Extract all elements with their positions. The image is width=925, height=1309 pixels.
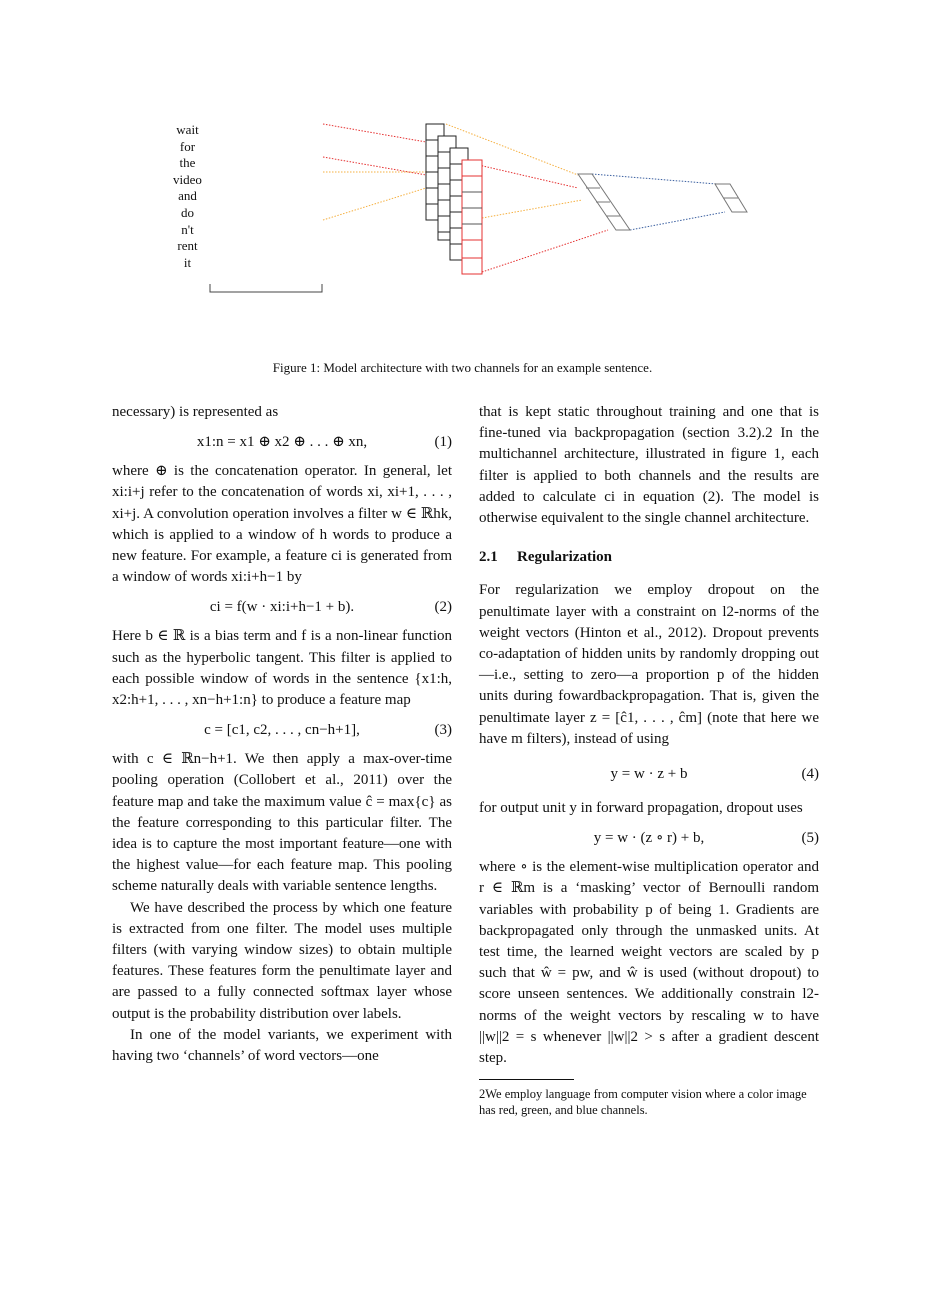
paragraph: with c ∈ ℝn−h+1. We then apply a max-over-time pooling operation (Collobert et al., 2011) over the feature map and take the maximum value ĉ = max{c} as the feature corresponding to this particular filter. The idea is to capture the most important feature—one with the highest value—for each feature map. This pooling scheme naturally deals with variable sentence lengths. [112,751,452,895]
word: do [181,204,194,220]
word: and [178,188,197,204]
equation-number: (1) [434,434,452,451]
equation-number: (3) [434,722,452,739]
paragraph: For regularization we employ dropout on the penultimate layer with a constraint on l2-norms of the weight vectors (Hinton et al., 2012). Dropout prevents co-adaptation of hidden units by randomly dropping out—i.e., setting to zero—a proportion p of the hidden units during fowardbackpropagation. That is, given the penultimate layer z = [ĉ1, . . . , ĉm] (note that here we have m filters), instead of using [479,582,819,747]
section-number: 2.1 [479,549,498,566]
word: wait [176,122,199,137]
paragraph: In one of the model variants, we experiment with having two ‘channels’ of word vectors—one [112,1026,452,1065]
example-sentence-words [150,122,225,271]
equation-number: (2) [434,599,452,616]
equation-body: x1:n = x1 ⊕ x2 ⊕ . . . ⊕ xn, [196,434,368,451]
footnote-rule [479,1079,574,1080]
equation-4 [479,750,819,798]
right-column [479,402,819,1118]
architecture-diagram [150,108,790,308]
equation-body: y = w · (z ∘ r) + b, [593,830,705,847]
paragraph: for output unit y in forward propagation, dropout uses [479,800,803,817]
paragraph: where ∘ is the element-wise multiplication operator and r ∈ ℝm is a ‘masking’ vector of Bernoulli random variables with probability p of being 1. Gradients are backpropagated only through the unmasked units. At test time, the learned weight vectors are scaled by p such that ŵ = pw, and ŵ is used (without dropout) to score unseen sentences. We additionally constrain l2-norms of the weight vectors by rescaling w to have ||w||2 = s whenever ||w||2 > s after a gradient descent step. [479,859,819,1067]
conv-to-pool-orange-2 [482,200,582,218]
paragraph: that is kept static throughout training and one that is fine-tuned via backpropagation (section 3.2).2 In the multichannel architecture, illustrated in figure 1, each filter is applied to both channels and the results are added to calculate ci in equation (2). The model is otherwise equivalent to the single channel architecture. [479,404,819,527]
word: rent [177,238,198,254]
figure-caption: Figure 1: Model architecture with two channels for an example sentence. [272,360,653,375]
paragraph: where ⊕ is the concatenation operator. In general, let xi:i+j refer to the concatenation of words xi, xi+1, . . . , xi+j. A convolution operation involves a filter w ∈ ℝhk, which is applied to a window of h words to produce a new feature. For example, a feature ci is generated from a window of words xi:i+h−1 by [112,463,452,586]
pool-to-out-bottom [630,212,725,230]
paragraph: necessary) is represented as [112,404,279,420]
word: the [179,155,196,171]
pool-to-out-top [592,174,717,184]
left-column [112,402,452,1067]
model-architecture-figure [150,108,790,308]
equation-body: ci = f(w · xi:i+h−1 + b). [209,599,355,616]
word: n't [181,221,194,237]
equation-1 [112,423,452,461]
equation-body: y = w · z + b [610,766,688,783]
word: video [173,171,202,187]
word: for [179,138,196,154]
footnote: 2We employ language from computer vision where a color image has red, green, and blue channels. [479,1087,807,1118]
equation-number: (5) [801,830,819,847]
section-title: Regularization [517,549,612,566]
filter-line-red-1 [323,124,426,142]
section-heading [479,547,819,568]
equation-body: c = [c1, c2, . . . , cn−h+1], [204,722,360,739]
feature-map-red [462,160,482,274]
paragraph: We have described the process by which one feature is extracted from one filter. The model uses multiple filters (with varying window sizes) to obtain multiple features. These features form the penultimate layer and are passed to a fully connected softmax layer whose output is the probability distribution over labels. [112,899,452,1022]
conv-to-pool-red-2 [482,230,608,272]
word-bracket [210,284,322,292]
paragraph: Here b ∈ ℝ is a bias term and f is a non-linear function such as the hyperbolic tangent. This filter is applied to each possible window of words in the sentence {x1:h, x2:h+1, . . . , xn−h+1:n} to produce a feature map [112,628,452,709]
filter-line-orange-2 [323,188,426,220]
equation-2 [112,588,452,626]
conv-to-pool-red-1 [470,163,578,188]
equation-3 [112,711,452,749]
equation-number: (4) [801,766,819,783]
equation-5 [479,819,819,857]
word: it [183,254,192,270]
